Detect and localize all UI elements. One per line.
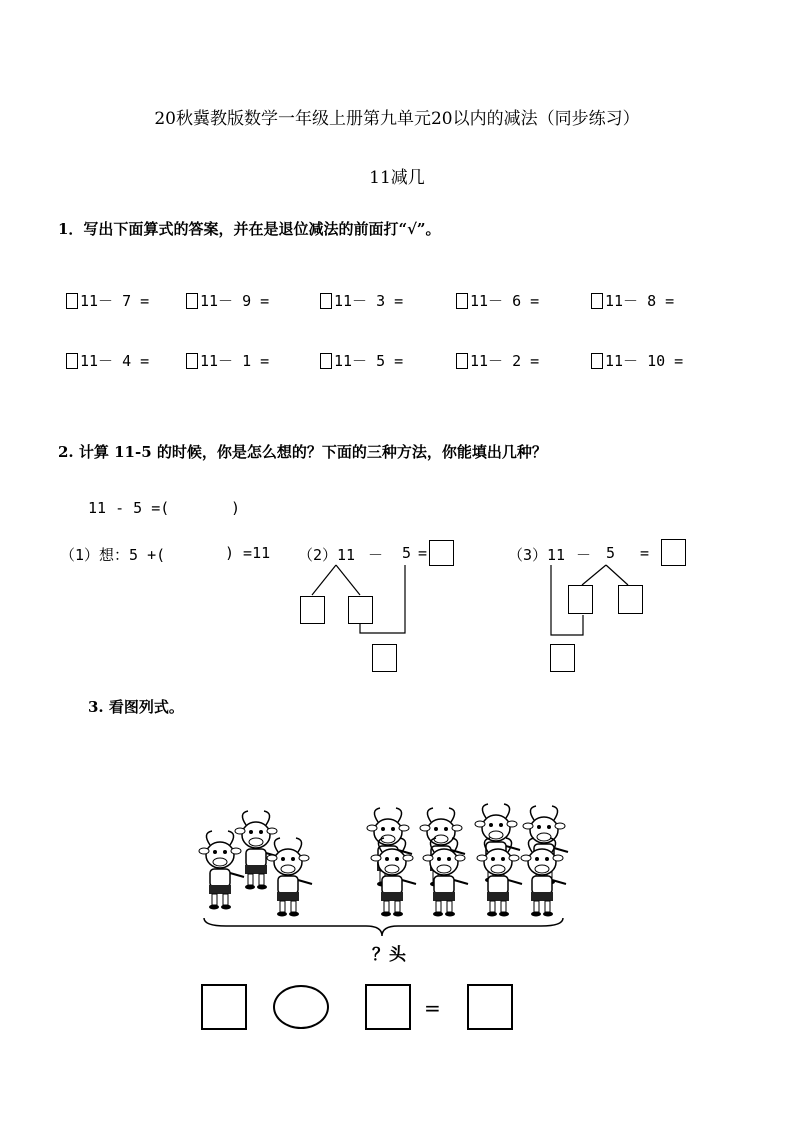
answer-box[interactable] — [372, 644, 397, 672]
answer-box[interactable] — [348, 596, 373, 624]
equation-text: 11－ 4 = — [80, 352, 150, 370]
q1-item — [591, 350, 683, 371]
check-box[interactable] — [456, 293, 468, 309]
equation-text: 11－ 3 = — [334, 292, 404, 310]
main-equation-left: 11 - 5 =( — [88, 499, 170, 517]
method-3-label: （3）11 — [508, 546, 566, 564]
q1-item — [456, 350, 539, 371]
check-box[interactable] — [66, 293, 78, 309]
q1-item — [320, 290, 403, 311]
q1-item — [66, 350, 149, 371]
page-title: 20秋冀教版数学一年级上册第九单元20以内的减法（同步练习） — [154, 109, 640, 129]
equals-sign: = — [418, 544, 428, 562]
q1-item — [186, 290, 269, 311]
check-box[interactable] — [186, 353, 198, 369]
equation-text: 11－ 9 = — [200, 292, 270, 310]
q2-prompt: 2. 计算 11-5 的时候，你是怎么想的？下面的三种方法，你能填出几种？ — [58, 443, 547, 461]
minus-sign: － — [576, 546, 592, 564]
equation-text: 11－ 7 = — [80, 292, 150, 310]
check-box[interactable] — [66, 353, 78, 369]
subtrahend: 5 — [606, 544, 616, 562]
check-box[interactable] — [320, 353, 332, 369]
equation-text: 11－ 6 = — [470, 292, 540, 310]
check-box[interactable] — [591, 293, 603, 309]
method-1-right: ) =11 — [225, 544, 271, 562]
main-equation-right: ) — [231, 499, 241, 517]
q1-prompt: 1．写出下面算式的答案，并在是退位减法的前面打“√”。 — [58, 220, 441, 238]
answer-box[interactable] — [550, 644, 575, 672]
answer-box[interactable] — [429, 540, 454, 566]
minus-sign: － — [368, 546, 384, 564]
q1-item — [186, 350, 269, 371]
subtrahend: 5 — [402, 544, 412, 562]
equation-text: 11－ 8 = — [605, 292, 675, 310]
answer-box[interactable] — [365, 984, 411, 1030]
answer-box[interactable] — [618, 585, 643, 614]
equation-text: 11－ 1 = — [200, 352, 270, 370]
equation-text: 11－ 10 = — [605, 352, 684, 370]
operator-circle[interactable] — [273, 985, 329, 1029]
q1-item — [66, 290, 149, 311]
q1-item — [320, 350, 403, 371]
check-box[interactable] — [320, 293, 332, 309]
method-1-left: （1）想：5 +( — [60, 546, 166, 564]
answer-box[interactable] — [300, 596, 325, 624]
method-2-label: （2）11 — [298, 546, 356, 564]
check-box[interactable] — [186, 293, 198, 309]
equals-sign: = — [424, 996, 441, 1020]
lesson-title: 11减几 — [369, 168, 425, 188]
equation-text: 11－ 2 = — [470, 352, 540, 370]
answer-box[interactable] — [467, 984, 513, 1030]
equation-text: 11－ 5 = — [334, 352, 404, 370]
check-box[interactable] — [591, 353, 603, 369]
answer-box[interactable] — [201, 984, 247, 1030]
q1-item — [456, 290, 539, 311]
equals-sign: = — [640, 544, 650, 562]
answer-box[interactable] — [661, 539, 686, 566]
q3-prompt: 3. 看图列式。 — [88, 698, 184, 716]
check-box[interactable] — [456, 353, 468, 369]
q1-item — [591, 290, 674, 311]
answer-box[interactable] — [568, 585, 593, 614]
picture-caption: ？头 — [372, 945, 406, 965]
